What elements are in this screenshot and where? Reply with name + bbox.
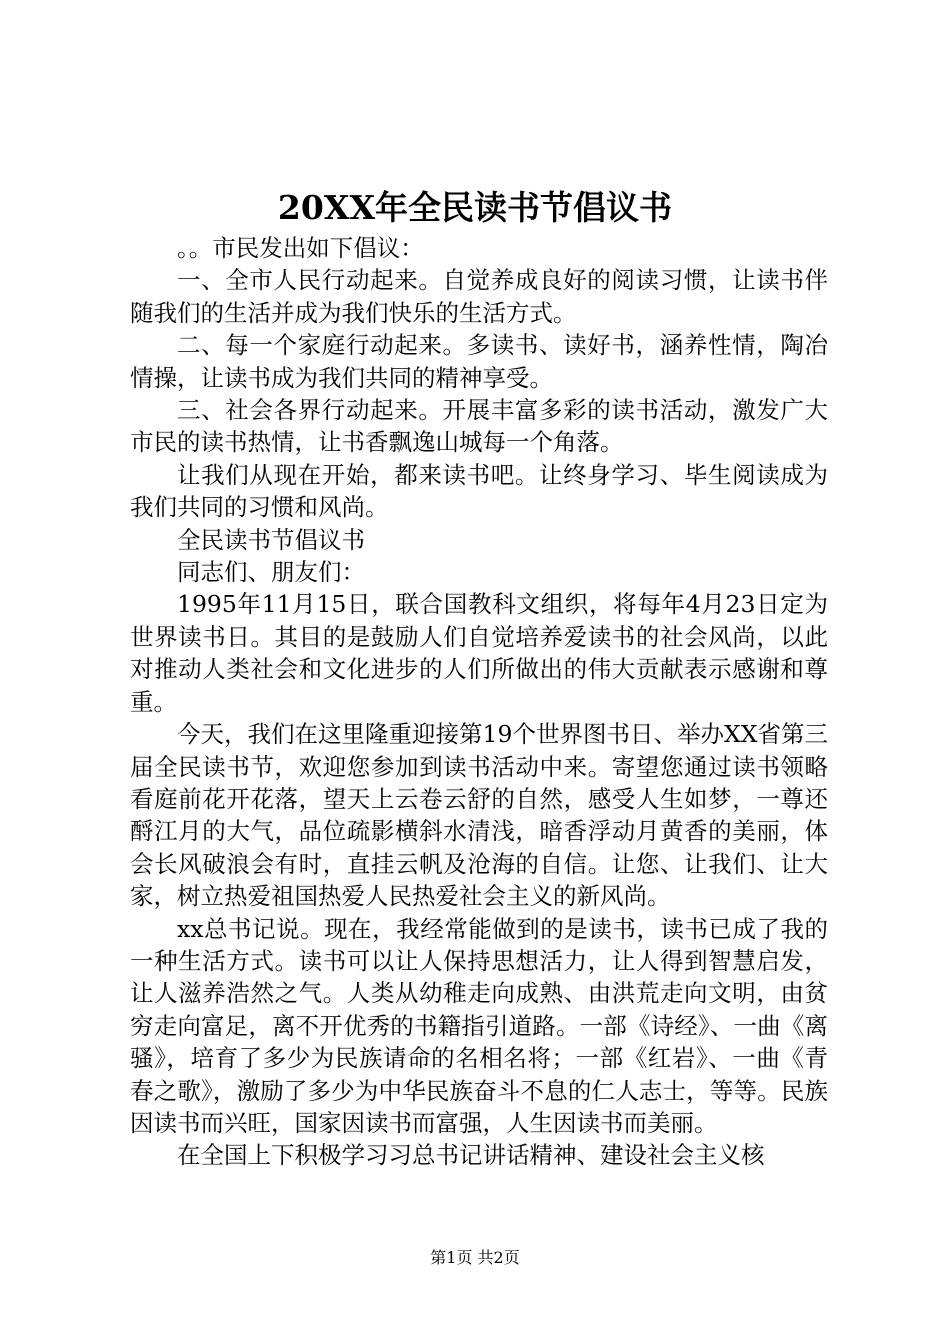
document-title: 20XX年全民读书节倡议书 [277,188,673,227]
paragraph: 同志们、朋友们： [177,558,365,587]
paragraph: 三、社会各界行动起来。开展丰富多彩的读书活动，激发广大市民的读书热情，让书香飘逸山城每一个角落。 [130,396,828,457]
page-footer: 第1页 共2页 [430,1248,520,1267]
paragraph: 让我们从现在开始，都来读书吧。让终身学习、毕生阅读成为我们共同的习惯和风尚。 [130,460,828,522]
paragraph: 在全国上下积极学习习总书记讲话精神、建设社会主义核 [177,1141,765,1170]
paragraph: 1995年11月15日，联合国教科文组织，将每年4月23日定为世界读书日。其目的是鼓励人们自觉培养爱读书的社会风尚，以此对推动人类社会和文化进步的人们所做出的伟大贡献表示感谢和尊重。 [130,590,828,716]
document-body [130,232,828,1172]
paragraph: 二、每一个家庭行动起来。多读书、读好书，涵养性情，陶冶情操，让读书成为我们共同的精神享受。 [130,331,828,392]
paragraph: xx总书记说。现在，我经常能做到的是读书，读书已成了我的一种生活方式。读书可以让人保持思想活力，让人得到智慧启发，让人滋养浩然之气。人类从幼稚走向成熟、由洪荒走向文明，由贫穷走向富足，离不开优秀的书籍指引道路。一部《诗经》、一曲《离骚》，培育了多少为民族请命的名相名将；一部《红岩》、一曲《青春之歌》，激励了多少为中华民族奋斗不息的仁人志士，等等。民族因读书而兴旺，国家因读书而富强，人生因读书而美丽。 [130,914,828,1137]
paragraph: 。。市民发出如下倡议： [177,234,424,262]
paragraph: 全民读书节倡议书 [177,525,365,554]
paragraph: 今天，我们在这里隆重迎接第19个世界图书日、举办XX省第三届全民读书节，欢迎您参加到读书活动中来。寄望您通过读书领略看庭前花开花落，望天上云卷云舒的自然，感受人生如梦，一尊还酹江月的大气，品位疏影横斜水清浅，暗香浮动月黄香的美丽，体会长风破浪会有时，直挂云帆及沧海的自信。让您、让我们、让大家，树立热爱祖国热爱人民热爱社会主义的新风尚。 [130,720,828,911]
paragraph: 一、全市人民行动起来。自觉养成良好的阅读习惯，让读书伴随我们的生活并成为我们快乐的生活方式。 [130,266,828,327]
